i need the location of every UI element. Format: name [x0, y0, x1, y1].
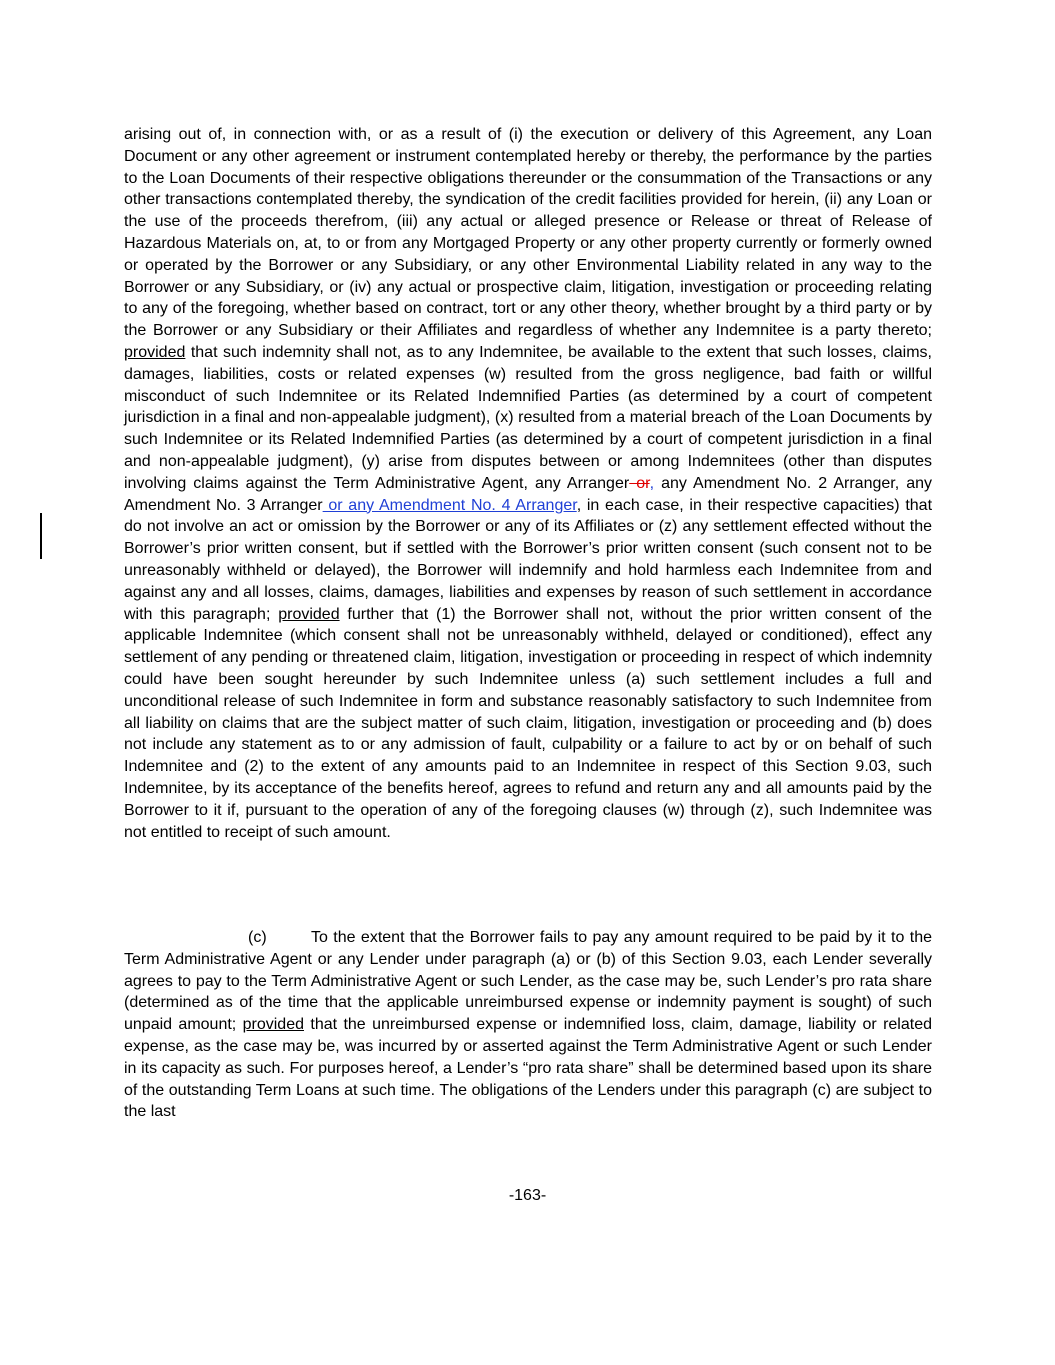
paragraph-text: arising out of, in connection with, or as a result of (i) the execution or delivery of this Agreement, any Loan Document or any other agreement or instrument contemplated hereby or thereby, the performance by the parties to the Loan Documents of their respective obligations thereunder or the consummation of the Transactions or any other transactions contemplated thereby, the syndication of the credit facilities provided for herein, (ii) any Loan or the use of the proceeds therefrom, (iii) any actual or alleged presence or Release or threat of Release of Hazardous Materials on, at, to or from any Mortgaged Property or any other property currently or formerly owned or operated by the Borrower or any Subsidiary, or any other Environmental Liability related in any way to the Borrower or any Subsidiary, or (iv) any actual or prospective claim, litigation, investigation or proceeding relating to any of the foregoing, whether based on contract, tort or any other theory, whether brought by a third party or by the Borrower or any Subsidiary or their Affiliates and regardless of whether any Indemnitee is a party thereto;: [124, 126, 932, 340]
page-number: -163-: [508, 1187, 547, 1204]
paragraph-text: To the extent that the Borrower fails to pay any amount required to be paid by it to the Term Administrative Agent or any Lender under paragraph (a) or (b) of this Section 9.03, each Lender severally agrees to pay to the Term Administrative Agent or such Lender, as the case may be, such Lender’s pro rata share (determined as of the time that the applicable unreimbursed expense or indemnity payment is sought) of such unpaid amount;: [124, 929, 932, 1034]
lender-share-paragraph: [124, 927, 932, 1123]
tracked-insertion: or any Amendment No. 4 Arranger: [322, 496, 577, 514]
provided-underlined-term: provided: [278, 605, 340, 623]
paragraph-text: any Amendment No. 2 Arranger, any Amendment No. 3 Arranger: [124, 474, 933, 514]
tracked-insertion-comma: ,: [649, 474, 655, 492]
provided-underlined-term: provided: [242, 1016, 304, 1034]
indemnity-paragraph: [124, 124, 932, 843]
paragraph-text: that such indemnity shall not, as to any Indemnitee, be available to the extent that such losses, claims, damages, liabilities, costs or related expenses (w) resulted from the gross negligence, bad faith or willful misconduct of such Indemnitee or its Related Indemnified Parties (as determined by a court of competent jurisdiction in a final and non-appealable judgment), (x) resulted from a material breach of the Loan Documents by such Indemnitee or its Related Indemnified Parties (as determined by a court of competent jurisdiction in a final and non-appealable judgment), (y) arise from disputes between or among Indemnitees (other than disputes involving claims against the Term Administrative Agent, any Arranger: [124, 343, 932, 492]
provided-underlined-term: provided: [124, 343, 186, 361]
revision-change-bar: [40, 513, 42, 559]
paragraph-text: , in each case, in their respective capacities) that do not involve an act or omission by the Borrower or any of its Affiliates or (z) any settlement effected without the Borrower’s prior written consent, but if settled with the Borrower’s prior written consent (such consent not to be unreasonably withheld or delayed), the Borrower will indemnify and hold harmless each Indemnitee from and against any and all losses, claims, damages, liabilities and expenses by reason of such settlement in accordance with this paragraph;: [124, 496, 933, 623]
paragraph-label: (c): [248, 929, 267, 946]
paragraph-text: that the unreimbursed expense or indemnified loss, claim, damage, liability or related expense, as the case may be, was incurred by or asserted against the Term Administrative Agent or such Lender in its capacity as such. For purposes hereof, a Lender’s “pro rata share” shall be determined based upon its share of the outstanding Term Loans at such time. The obligations of the Lenders under this paragraph (c) are subject to the last: [124, 1016, 932, 1121]
paragraph-text: further that (1) the Borrower shall not, without the prior written consent of the applicable Indemnitee (which consent shall not be unreasonably withheld, delayed or conditioned), effect any settlement of any pending or threatened claim, litigation, investigation or proceeding in respect of which indemnity could have been sought hereunder by such Indemnitee unless (a) such settlement includes a full and unconditional release of such Indemnitee in form and substance reasonably satisfactory to such Indemnitee from all liability on claims that are the subject matter of such claim, litigation, investigation or proceeding and (b) does not include any statement as to or any admission of fault, culpability or a failure to act by or on behalf of such Indemnitee and (2) to the extent of any amounts paid to an Indemnitee in respect of this Section 9.03, such Indemnitee, by its acceptance of the benefits hereof, agrees to refund and return any and all amounts paid by the Borrower to it if, pursuant to the operation of any of the foregoing clauses (w) through (z), such Indemnitee was not entitled to receipt of such amount.: [124, 605, 933, 841]
tracked-deletion: or: [629, 474, 650, 492]
